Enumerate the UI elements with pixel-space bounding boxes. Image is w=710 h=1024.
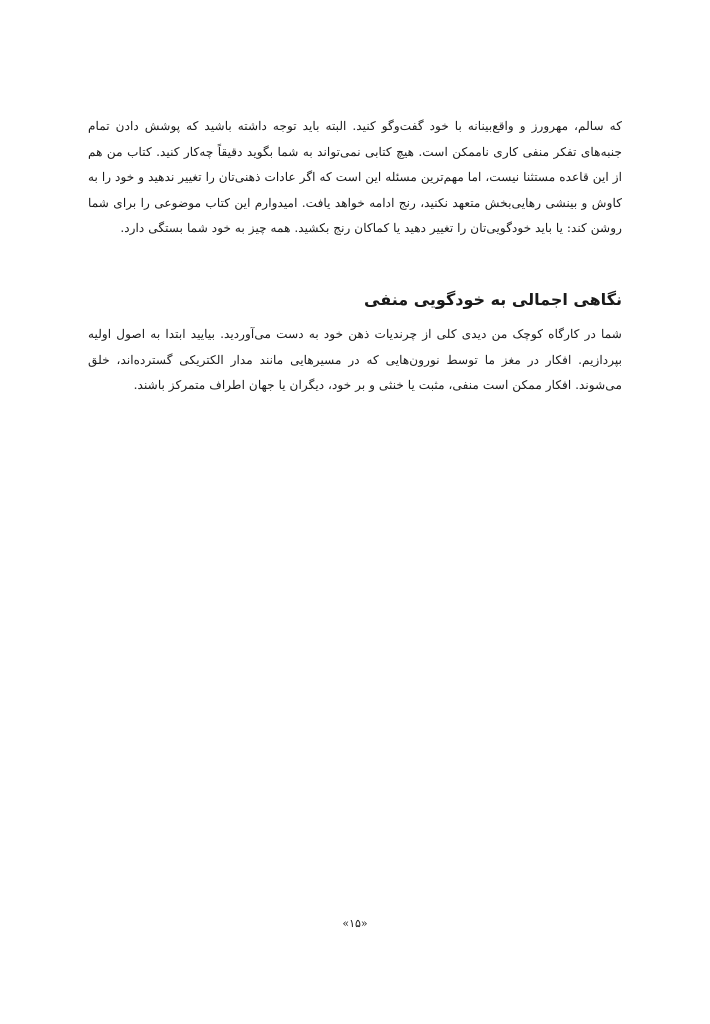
body-paragraph-2: شما در کارگاه کوچک من دیدی کلی از چرندیات ذهن خود به دست می‌آوردید. بیایید ابتدا به اصول اولیه بپردازیم. افکار در مغز ما توسط نورون‌هایی که در مسیرهایی مانند مدار الکتریکی گسترده‌اند، خلق می‌شوند. افکار ممکن است منفی، مثبت یا خنثی و بر خود، دیگران یا جهان اطراف متمرکز باشند.: [88, 327, 622, 393]
page-number: «۱۵»: [342, 917, 368, 930]
section-heading: نگاهی اجمالی به خودگویی منفی: [364, 290, 622, 309]
body-paragraph-1: که سالم، مهرورز و واقع‌بینانه با خود گفت‌وگو کنید. البته باید توجه داشته باشید که پوشش دادن تمام جنبه‌های تفکر منفی کاری ناممکن است. هیچ کتابی نمی‌تواند به شما بگوید دقیقاً چه‌کار کنید. کتاب من هم از این قاعده مستثنا نیست، اما مهم‌ترین مسئله این است که اگر عادات ذهنی‌تان را تغییر ندهید و خود را به کاوش و بینشی رهایی‌بخش متعهد نکنید، رنج ادامه خواهد یافت. امیدوارم این کتاب موضوعی را برای شما روشن کند: یا باید خودگویی‌تان را تغییر دهید یا کماکان رنج بکشید. همه چیز به خود شما بستگی دارد.: [88, 119, 622, 236]
